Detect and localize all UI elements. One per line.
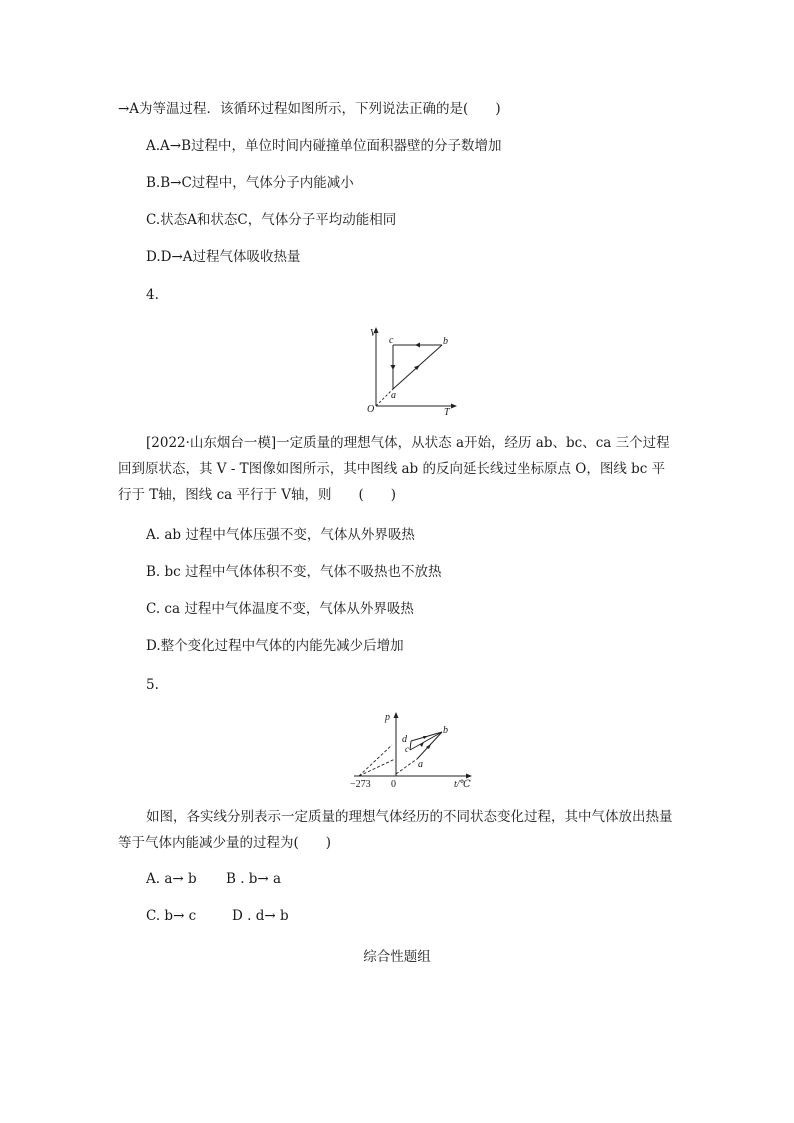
q4-stem: [2022·山东烟台一模]一定质量的理想气体，从状态 a开始，经历 ab、bc、ca 三个过程回到原状态，其 V - T图像如图所示，其中图线 ab 的反向延长线过坐标原点 O，图线 bc 平行于 T轴，图线 ca 平行于 V轴，则 ( ) xyxy=(118,435,670,503)
q5-label-b: b xyxy=(443,725,448,736)
q4-option-b: B. bc 过程中气体体积不变，气体不吸热也不放热 xyxy=(146,564,442,580)
q5-dashed-ref-lower xyxy=(359,759,395,776)
q5-arrow-db xyxy=(423,736,428,739)
q4-number: 4. xyxy=(146,287,159,303)
q4-option-c: C. ca 过程中气体温度不变，气体从外界吸热 xyxy=(146,601,414,617)
q5-label-zero: 0 xyxy=(391,779,396,790)
q5-label-p: p xyxy=(385,712,390,723)
q5-label-t: t/℃ xyxy=(454,779,471,790)
q4-vt-diagram xyxy=(364,326,464,416)
q4-label-a: a xyxy=(391,390,396,401)
q3-option-a: A.A→B过程中，单位时间内碰撞单位面积器壁的分子数增加 xyxy=(146,138,502,154)
q4-option-d: D.整个变化过程中气体的内能先减少后增加 xyxy=(146,638,404,654)
q5-line-cb xyxy=(410,732,442,750)
q4-option-a: A. ab 过程中气体压强不变，气体从外界吸热 xyxy=(146,527,415,543)
q5-label-a: a xyxy=(418,759,423,770)
q3-option-d: D.D→A过程气体吸收热量 xyxy=(146,249,301,265)
q5-p-axis-arrow xyxy=(394,712,399,718)
q5-label-d: d xyxy=(402,734,407,745)
q5-line-dc xyxy=(410,741,411,750)
q4-label-t: T xyxy=(444,407,450,416)
q5-label-minus273: −273 xyxy=(350,779,371,790)
section-title: 综合性题组 xyxy=(363,949,431,965)
q3-option-c: C.状态A和状态C，气体分子平均动能相同 xyxy=(146,212,397,228)
q4-label-c: c xyxy=(389,335,394,346)
q4-label-v: V xyxy=(370,328,377,339)
q4-t-axis-arrow xyxy=(451,404,457,409)
q5-option-b: B . b→ a xyxy=(226,871,282,887)
q5-option-d: D . d→ b xyxy=(232,908,289,924)
q5-option-c: C. b→ c xyxy=(146,908,197,924)
q4-arrow-ca xyxy=(391,365,396,370)
q5-option-a: A. a→ b xyxy=(146,871,197,887)
q3-option-b: B.B→C过程中，气体分子内能减小 xyxy=(146,175,354,191)
q5-t-axis-arrow xyxy=(466,774,472,779)
q5-dashed-ref-upper xyxy=(359,745,392,776)
q4-arrow-bc xyxy=(415,343,420,348)
q5-pt-diagram xyxy=(350,710,480,792)
q5-dashed-to-a xyxy=(396,759,417,774)
q4-label-b: b xyxy=(443,336,448,347)
q4-label-o: O xyxy=(367,404,375,415)
q5-number: 5. xyxy=(146,677,159,693)
q5-stem: 如图，各实线分别表示一定质量的理想气体经历的不同状态变化过程，其中气体放出热量等于气体内能减少量的过程为( ) xyxy=(118,809,673,851)
q5-label-c: c xyxy=(405,744,409,754)
q3-stem-tail: →A为等温过程．该循环过程如图所示，下列说法正确的是( ) xyxy=(118,101,501,117)
